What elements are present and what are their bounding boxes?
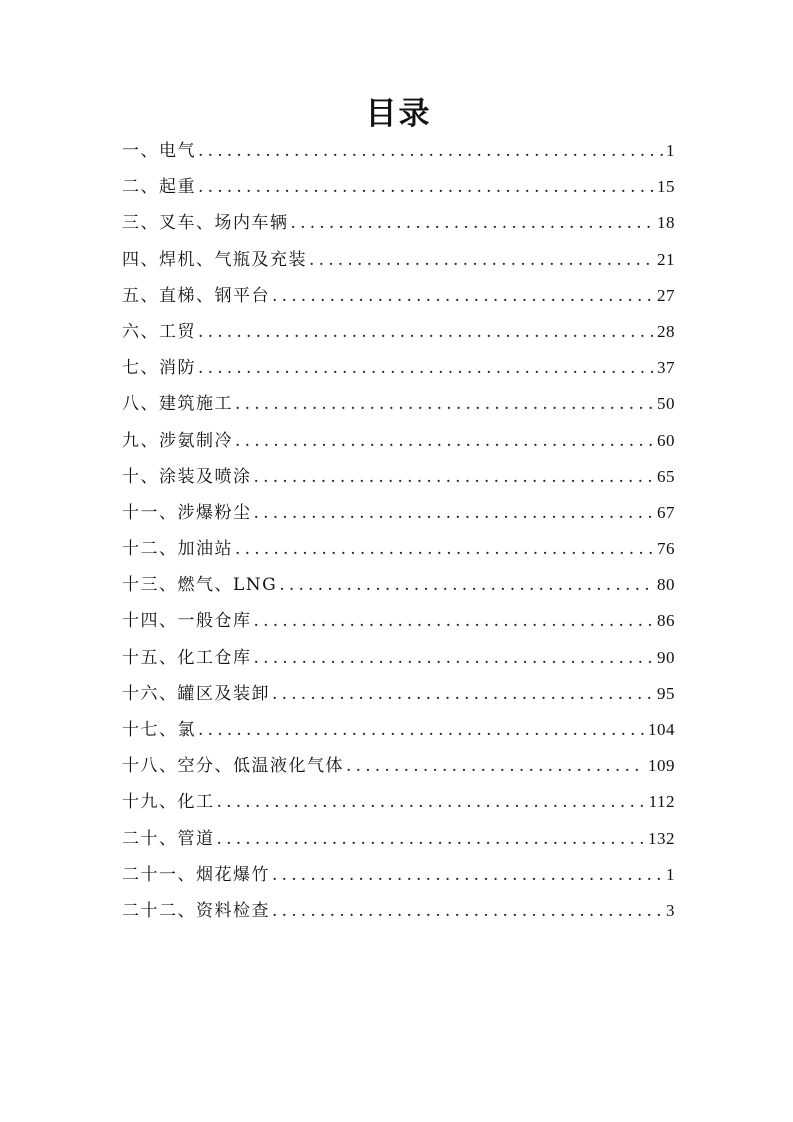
toc-entry[interactable] (122, 857, 675, 893)
toc-entry[interactable] (122, 386, 675, 422)
toc-dot-leader (272, 278, 654, 314)
toc-entry[interactable] (122, 821, 675, 857)
toc-entry[interactable] (122, 603, 675, 639)
toc-page-number: 15 (657, 177, 675, 197)
toc-dot-leader (217, 784, 646, 820)
toc-entry-label: 二十二、资料检查 (122, 900, 270, 921)
toc-entry-label: 十一、涉爆粉尘 (122, 502, 252, 523)
toc-entry-label: 九、涉氨制冷 (122, 430, 233, 451)
toc-entry[interactable] (122, 169, 675, 205)
toc-dot-leader (198, 169, 654, 205)
toc-entry-label: 十四、一般仓库 (122, 611, 252, 632)
toc-page-number: 18 (657, 213, 675, 233)
toc-entry-label: 一、电气 (122, 141, 196, 161)
toc-page-number: 65 (657, 466, 675, 486)
toc-entry-label: 十八、空分、低温液化气体 (122, 756, 344, 777)
toc-entry-label: 十、涂装及喷涂 (122, 466, 252, 487)
toc-entry[interactable] (122, 748, 675, 784)
toc-page-number: 80 (657, 575, 675, 595)
toc-entry[interactable] (122, 784, 675, 820)
toc-entry[interactable] (122, 278, 675, 314)
toc-entry-label: 十二、加油站 (122, 539, 233, 560)
toc-dot-leader (254, 459, 655, 495)
toc-page-number: 104 (648, 720, 675, 739)
toc-entry[interactable] (122, 205, 675, 241)
toc-entry-label: 三、叉车、场内车辆 (122, 213, 289, 234)
toc-page-number: 109 (648, 756, 675, 776)
toc-entry-label: 五、直梯、钢平台 (122, 285, 270, 306)
toc-entry-label: 二十、管道 (122, 828, 215, 849)
toc-page-number: 67 (657, 502, 675, 522)
toc-entry[interactable] (122, 242, 675, 278)
toc-entry[interactable] (122, 676, 675, 712)
toc-dot-leader (254, 495, 655, 531)
toc-entry-label: 二十一、烟花爆竹 (122, 864, 270, 885)
toc-entry-label: 六、工贸 (122, 321, 196, 342)
table-of-contents (122, 133, 675, 929)
toc-page-number: 90 (657, 647, 675, 667)
toc-entry-label: 十三、燃气、LNG (122, 575, 278, 596)
toc-page-number: 60 (657, 430, 675, 450)
toc-entry[interactable] (122, 567, 675, 603)
toc-entry[interactable] (122, 531, 675, 567)
toc-dot-leader (198, 314, 654, 350)
page-title: 目录 (365, 96, 432, 132)
toc-entry[interactable] (122, 893, 675, 929)
toc-dot-leader (198, 712, 645, 748)
toc-entry-label: 十五、化工仓库 (122, 647, 252, 668)
toc-entry-label: 十六、罐区及装卸 (122, 683, 270, 704)
toc-entry-label: 二、起重 (122, 177, 196, 198)
toc-entry[interactable] (122, 133, 675, 169)
toc-page-number: 28 (657, 321, 675, 341)
toc-dot-leader (235, 423, 654, 459)
toc-dot-leader (235, 531, 654, 567)
toc-entry[interactable] (122, 314, 675, 350)
toc-entry-label: 十七、氯 (122, 720, 196, 740)
toc-dot-leader (272, 676, 654, 712)
toc-dot-leader (279, 567, 654, 603)
toc-entry-label: 四、焊机、气瓶及充装 (122, 249, 307, 270)
toc-dot-leader (272, 857, 663, 893)
toc-page-number: 37 (657, 358, 675, 378)
toc-entry[interactable] (122, 459, 675, 495)
toc-dot-leader (198, 133, 663, 169)
toc-dot-leader (235, 386, 654, 422)
toc-entry[interactable] (122, 423, 675, 459)
toc-dot-leader (254, 640, 655, 676)
toc-dot-leader (254, 603, 655, 639)
toc-page-number: 1 (666, 141, 675, 160)
toc-page-number: 95 (657, 683, 675, 703)
toc-dot-leader (198, 350, 654, 386)
toc-entry[interactable] (122, 712, 675, 748)
toc-dot-leader (291, 205, 655, 241)
toc-dot-leader (346, 748, 645, 784)
toc-page-number: 27 (657, 285, 675, 305)
toc-dot-leader (309, 242, 654, 278)
toc-entry-label: 八、建筑施工 (122, 394, 233, 415)
toc-page-number: 50 (657, 394, 675, 414)
toc-entry-label: 七、消防 (122, 358, 196, 379)
toc-page-number: 112 (648, 792, 675, 812)
toc-dot-leader (272, 893, 663, 929)
toc-page-number: 21 (657, 249, 675, 269)
toc-page-number: 86 (657, 611, 675, 631)
toc-dot-leader (217, 821, 646, 857)
toc-page-number: 1 (666, 864, 675, 884)
toc-entry[interactable] (122, 640, 675, 676)
toc-page-number: 76 (657, 539, 675, 559)
toc-entry[interactable] (122, 495, 675, 531)
toc-entry[interactable] (122, 350, 675, 386)
toc-page-number: 132 (648, 828, 675, 848)
toc-page-number: 3 (666, 900, 675, 920)
toc-entry-label: 十九、化工 (122, 792, 215, 813)
